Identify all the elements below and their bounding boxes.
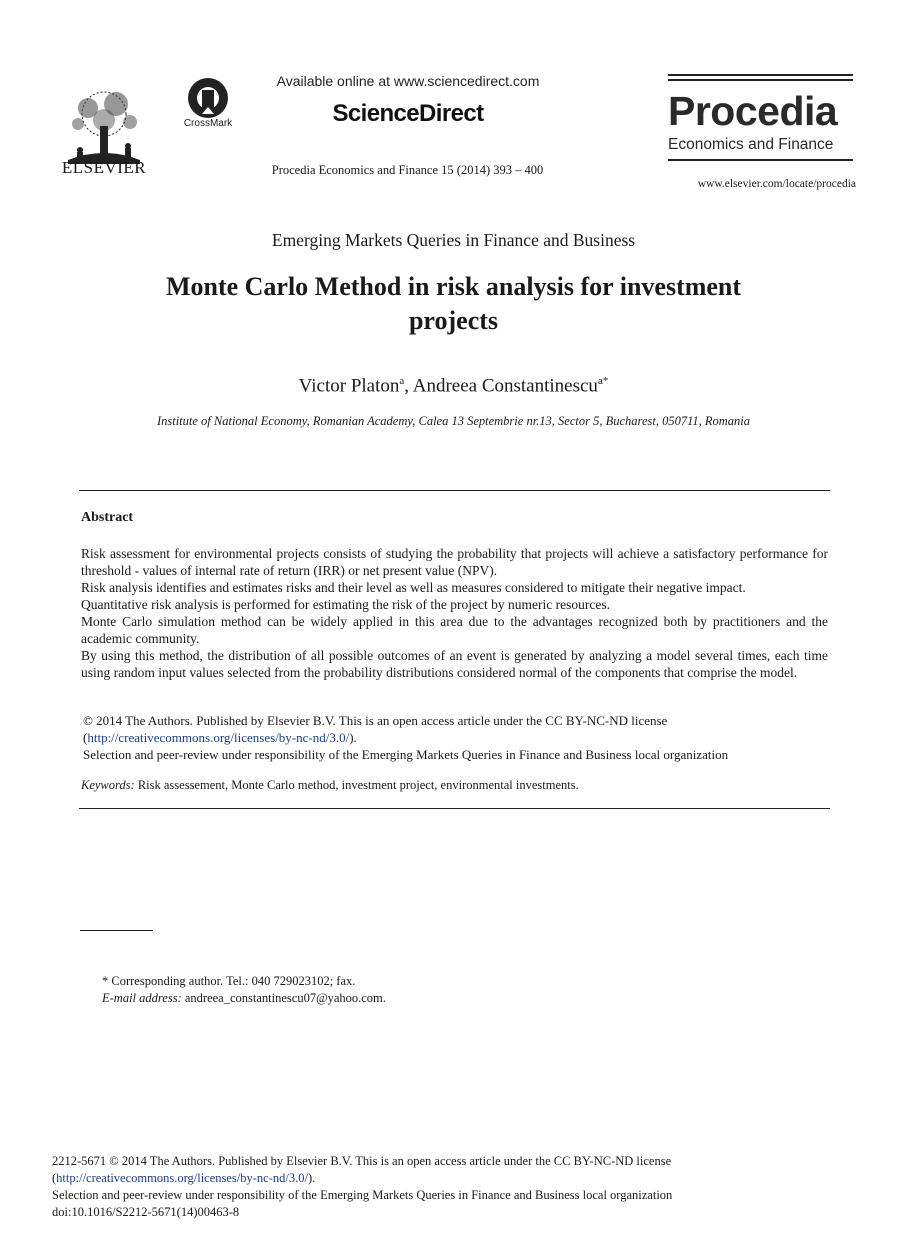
conference-name: Emerging Markets Queries in Finance and Business <box>271 230 636 250</box>
abstract-body <box>81 545 828 681</box>
keywords-label: Keywords: <box>81 778 135 792</box>
author-name: Andreea Constantinescu <box>412 375 598 397</box>
procedia-masthead <box>668 74 853 164</box>
corresponding-author: * Corresponding author. Tel.: 040 729023102; fax. <box>102 974 356 988</box>
footer-peer-review: Selection and peer-review under responsibility of the Emerging Markets Queries in Finance and Business local organization <box>52 1188 673 1202</box>
procedia-title: Procedia <box>668 88 838 134</box>
author-separator: , <box>404 375 413 397</box>
abstract-bottom-rule <box>79 808 830 809</box>
footer-link-line <box>52 1170 852 1187</box>
license-link-line <box>83 729 828 746</box>
affiliation: Institute of National Economy, Romanian Academy, Calea 13 Septembrie nr.13, Sector 5, Bucharest, 050711, Romania <box>156 414 751 428</box>
abstract-paragraph: Risk analysis identifies and estimates risks and their level as well as measures considered to mitigate their negative impact. <box>81 580 746 595</box>
license-link[interactable]: http://creativecommons.org/licenses/by-nc-nd/3.0/ <box>87 730 350 745</box>
footer-copyright: 2212-5671 © 2014 The Authors. Published by Elsevier B.V. This is an open access article under the CC BY-NC-ND license <box>52 1154 672 1168</box>
keywords <box>81 778 828 793</box>
procedia-subtitle: Economics and Finance <box>668 136 834 153</box>
paren-open: ( <box>83 730 88 745</box>
elsevier-wordmark: ELSEVIER <box>61 158 147 177</box>
available-online-text[interactable]: Available online at www.sciencedirect.com <box>276 73 540 89</box>
paper-title: Monte Carlo Method in risk analysis for investment projects <box>165 272 742 335</box>
author-affil-mark: a* <box>597 375 609 387</box>
paren-close: ). <box>349 730 357 745</box>
abstract-paragraph: Risk assessment for environmental projects consists of studying the probability that projects will achieve a satisfactory performance for threshold - values of internal rate of return (IRR) or net present value (NPV). <box>81 546 828 578</box>
procedia-url[interactable]: www.elsevier.com/locate/procedia <box>697 178 856 190</box>
abstract-heading: Abstract <box>81 510 134 525</box>
paren-close: ). <box>307 1171 316 1185</box>
footnote-rule <box>80 930 153 931</box>
keywords-text: Risk assessement, Monte Carlo method, investment project, environmental investments. <box>134 778 579 792</box>
doi[interactable]: doi:10.1016/S2212-5671(14)00463-8 <box>52 1205 240 1219</box>
email-label: E-mail address: <box>102 991 182 1005</box>
license-block <box>83 712 828 763</box>
copyright-line: © 2014 The Authors. Published by Elsevier B.V. This is an open access article under the CC BY-NC-ND license <box>83 713 668 728</box>
footnote <box>102 973 386 1007</box>
crossmark-label: CrossMark <box>183 118 233 129</box>
page-footer <box>52 1153 852 1221</box>
author-list <box>0 375 907 397</box>
abstract-paragraph: By using this method, the distribution of all possible outcomes of an event is generated by analyzing a model several times, each time using random input values selected from the probability distributions considered normal of the components that comprise the model. <box>81 648 828 680</box>
email-address[interactable]: andreea_constantinescu07@yahoo.com. <box>181 991 386 1005</box>
abstract-paragraph: Monte Carlo simulation method can be widely applied in this area due to the advantages recognized both by practitioners and the academic community. <box>81 614 828 646</box>
author-affil-mark: a <box>399 375 405 387</box>
paren-open: ( <box>52 1171 57 1185</box>
peer-review-line: Selection and peer-review under responsibility of the Emerging Markets Queries in Finance and Business local organization <box>83 747 729 762</box>
sciencedirect-wordmark: ScienceDirect <box>332 100 484 127</box>
email-line <box>102 990 386 1007</box>
masthead-rule <box>668 74 853 76</box>
masthead-rule <box>668 159 853 161</box>
author-name: Victor Platon <box>298 375 400 397</box>
journal-reference: Procedia Economics and Finance 15 (2014) 393 – 400 <box>271 163 544 177</box>
abstract-top-rule <box>79 490 830 491</box>
abstract-paragraph: Quantitative risk analysis is performed for estimating the risk of the project by numeric resources. <box>81 597 610 612</box>
footer-license-link[interactable]: http://creativecommons.org/licenses/by-nc-nd/3.0/ <box>56 1171 308 1185</box>
masthead-rule <box>668 79 853 81</box>
